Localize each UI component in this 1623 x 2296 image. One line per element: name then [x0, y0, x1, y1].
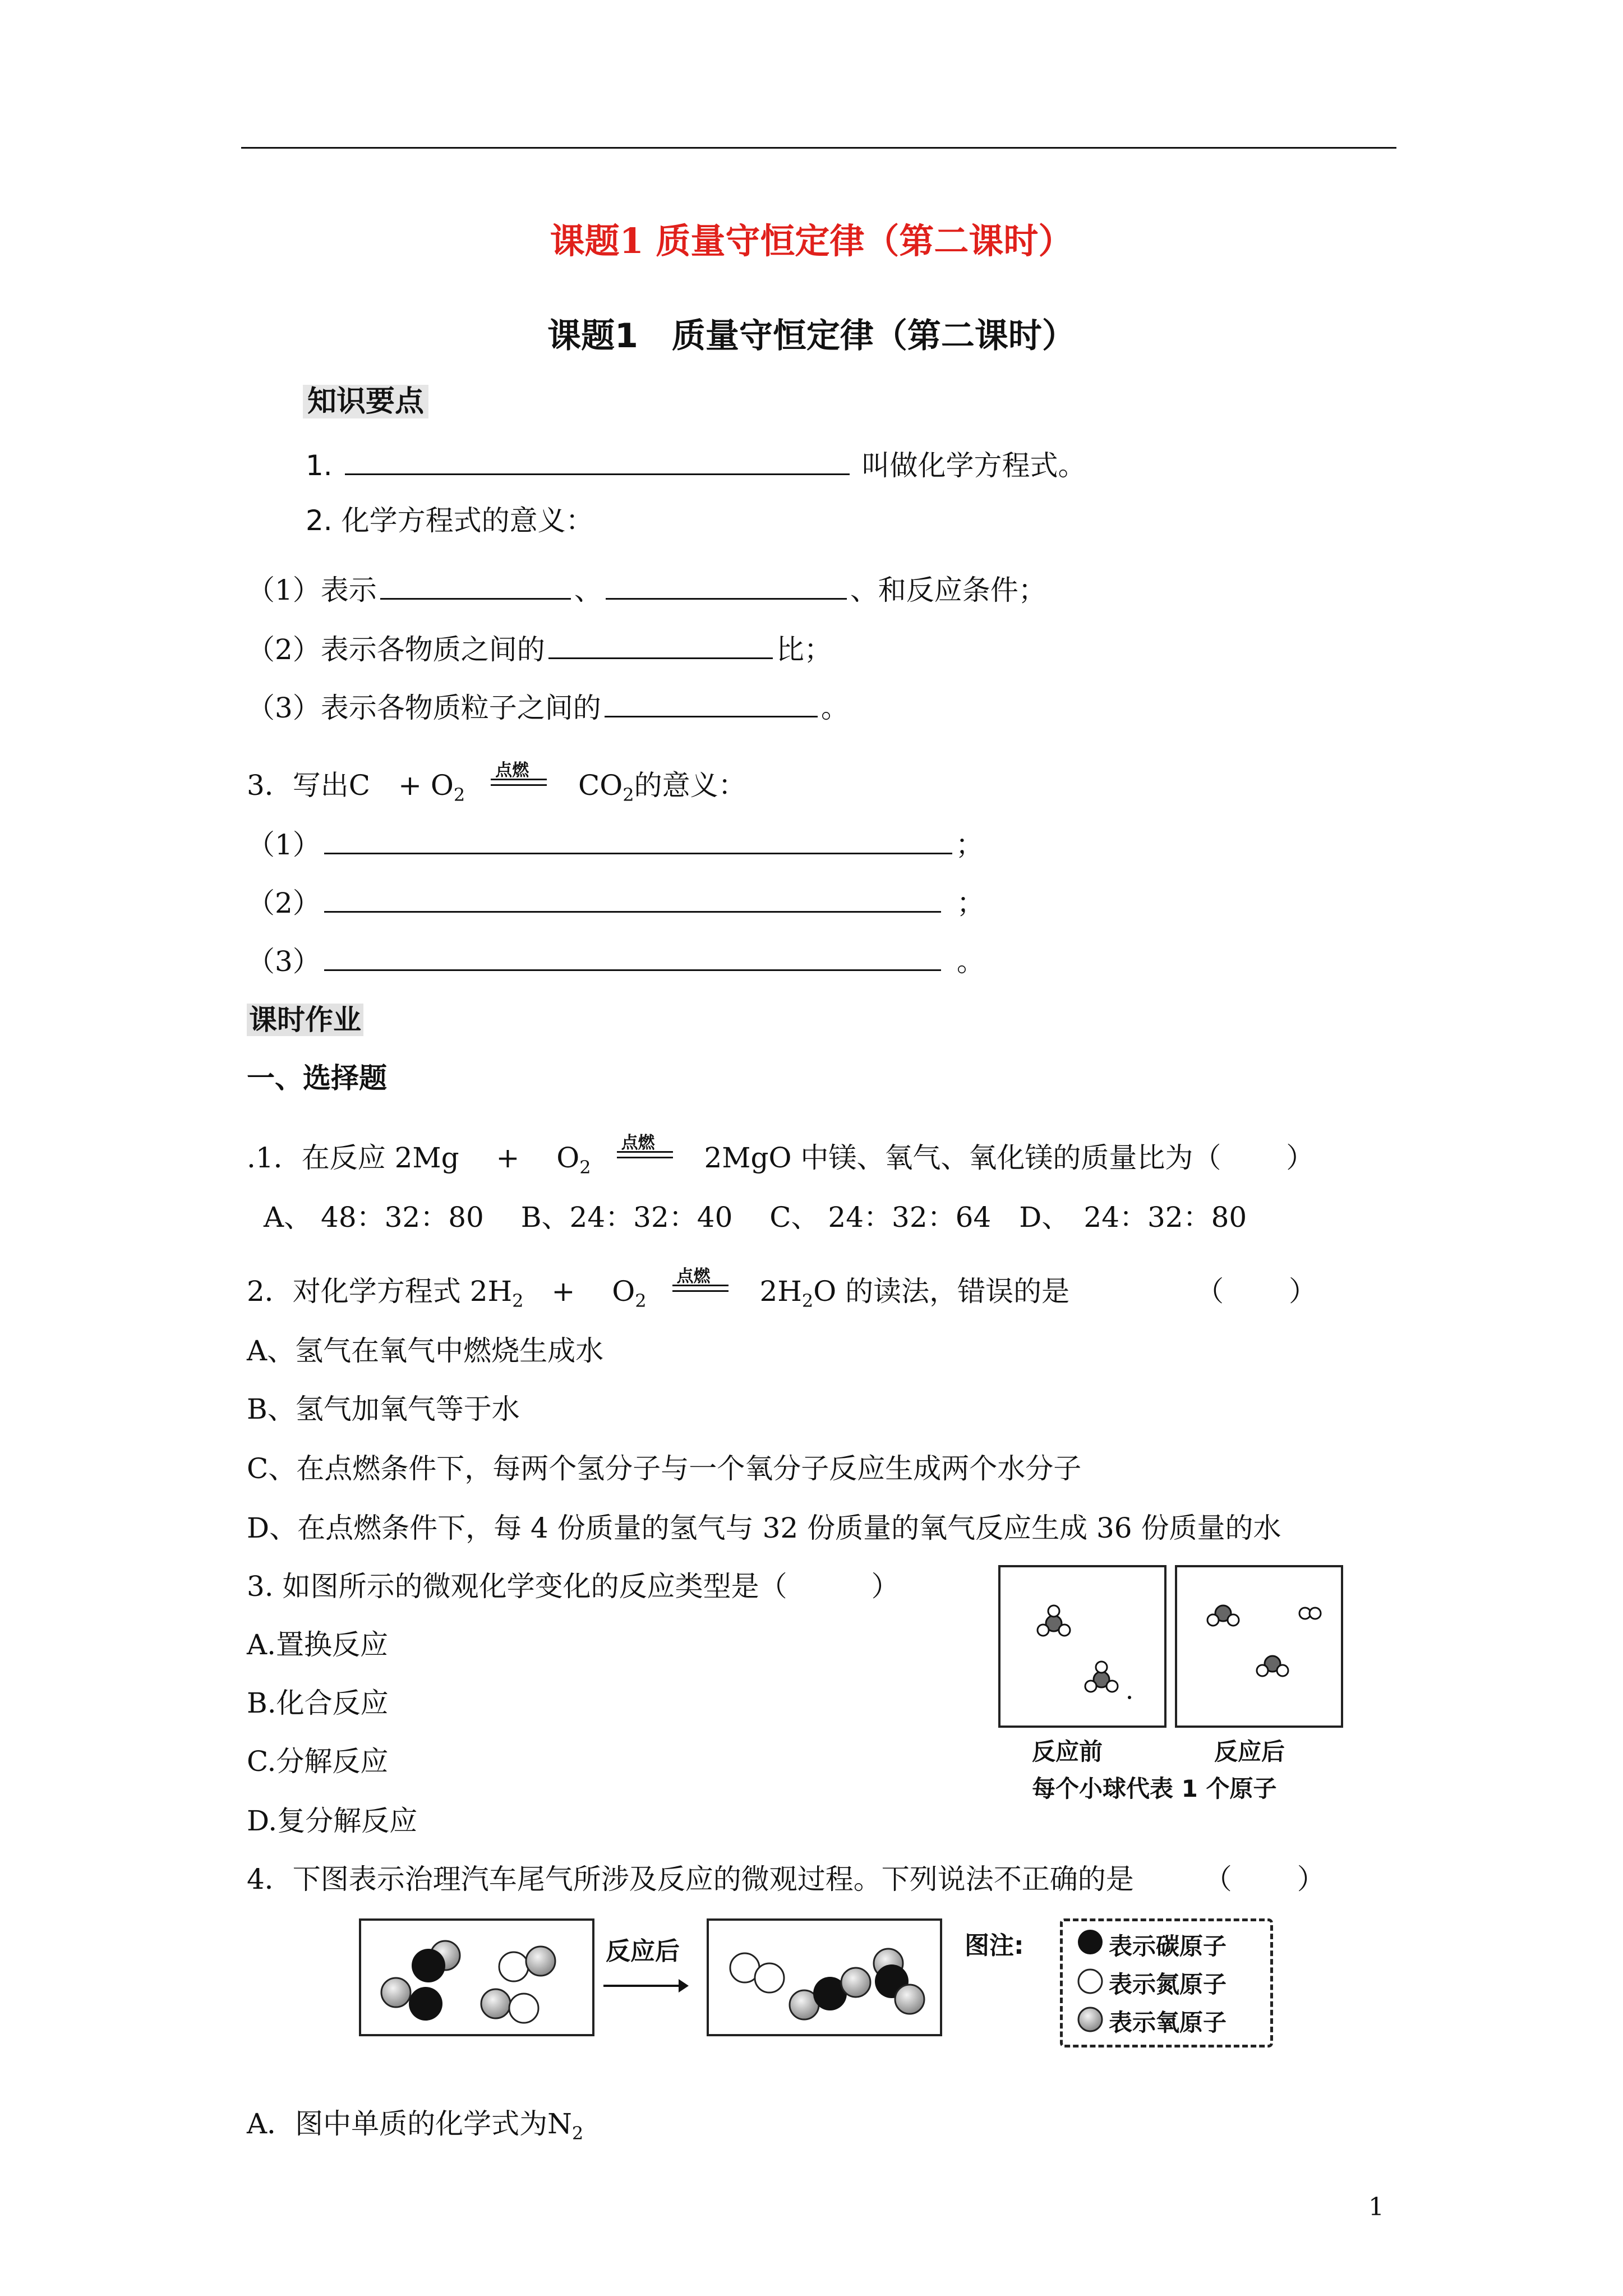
equation-meaning-question — [247, 761, 746, 806]
product-panel — [707, 1918, 942, 2036]
subscript: 2 — [801, 1290, 814, 1312]
answer-line-3 — [247, 945, 985, 978]
knowledge-item-1 — [306, 449, 1086, 482]
blank — [324, 886, 941, 913]
subscript: 2 — [512, 1290, 524, 1312]
knowledge-heading: 知识要点 — [303, 385, 428, 418]
label: 课时作业 — [247, 1004, 363, 1036]
label: O 的读法，错误的是 （ ） — [813, 1275, 1317, 1308]
before-label: 反应前 — [1032, 1738, 1103, 1765]
label: （2）表示各物质之间的 — [247, 633, 545, 666]
legend-nitrogen: 表示氮原子 — [1109, 1971, 1227, 1998]
label: 2．对化学方程式 2H — [247, 1275, 513, 1308]
label: 2H — [759, 1275, 802, 1308]
label: + O — [523, 1275, 635, 1308]
question-3-option-c: C.分解反应 — [247, 1745, 389, 1778]
carbon-atom-icon — [1076, 1928, 1104, 1956]
blank — [324, 945, 941, 971]
subscript: 2 — [453, 784, 465, 806]
label: CO — [578, 769, 623, 802]
blank — [606, 573, 847, 600]
label: 3．写出C + O — [247, 769, 454, 802]
label: （3） — [247, 945, 321, 978]
reaction-arrow-icon — [617, 1133, 679, 1177]
blank — [324, 828, 952, 854]
question-1 — [247, 1133, 1315, 1178]
answer-line-2 — [247, 886, 985, 920]
legend-oxygen: 表示氧原子 — [1109, 2009, 1227, 2036]
reaction-arrow-label: 反应后 — [606, 1937, 680, 1966]
exhaust-figure — [359, 1918, 1279, 2053]
condition-label: 点燃 — [676, 1267, 711, 1286]
blank — [605, 691, 818, 717]
label: 。 — [956, 945, 985, 978]
blank — [345, 449, 850, 475]
question-3-option-b: B.化合反应 — [247, 1687, 389, 1719]
item1-num: 1. — [306, 449, 333, 482]
condition-label: 点燃 — [495, 761, 529, 780]
header-rule — [241, 147, 1396, 149]
question-4: 4．下图表示治理汽车尾气所涉及反应的微观过程。下列说法不正确的是 （ ） — [247, 1863, 1325, 1895]
question-2-option-b: B、氢气加氧气等于水 — [247, 1393, 520, 1425]
label: 。 — [820, 692, 849, 724]
answer-line-1 — [247, 828, 984, 862]
page-number: 1 — [1368, 2193, 1384, 2221]
figure-caption: 每个小球代表 1 个原子 — [1032, 1775, 1277, 1802]
question-3: 3. 如图所示的微观化学变化的反应类型是（ ） — [247, 1570, 900, 1603]
oxygen-atom-icon — [1076, 2005, 1104, 2033]
label: 的意义： — [634, 769, 746, 802]
question-2-option-c: C、在点燃条件下，每两个氢分子与一个氧分子反应生成两个水分子 — [247, 1452, 1082, 1485]
label: 、 — [574, 574, 602, 606]
subscript: 2 — [623, 784, 634, 806]
label: .1．在反应 2Mg + O — [247, 1142, 580, 1174]
question-2-option-a: A、氢气在氧气中燃烧生成水 — [247, 1335, 604, 1367]
legend-carbon: 表示碳原子 — [1109, 1932, 1227, 1960]
molecule-icon — [1000, 1567, 1164, 1726]
molecule-icon — [361, 1921, 592, 2034]
label: （1）表示 — [247, 574, 377, 606]
legend-box — [1060, 1918, 1273, 2047]
before-panel — [998, 1565, 1166, 1728]
subscript: 2 — [571, 2123, 584, 2144]
section-heading: 一、选择题 — [247, 1062, 387, 1094]
label: A．图中单质的化学式为N — [247, 2108, 572, 2140]
reaction-figure — [998, 1565, 1357, 1812]
reactant-panel — [359, 1918, 594, 2036]
label: 2MgO 中镁、氧气、氧化镁的质量比为（ ） — [704, 1142, 1315, 1174]
meaning-line-2 — [247, 633, 832, 666]
label: ； — [955, 829, 984, 861]
blank — [380, 573, 571, 600]
meaning-line-1 — [247, 573, 1046, 607]
label: ； — [956, 887, 985, 919]
legend-title: 图注: — [965, 1931, 1024, 1960]
question-2-option-d: D、在点燃条件下，每 4 份质量的氢气与 32 份质量的氧气反应生成 36 份质量的水 — [247, 1512, 1281, 1544]
question-4-option-a — [247, 2107, 584, 2144]
arrow-icon — [600, 1975, 690, 1997]
condition-label: 点燃 — [621, 1133, 655, 1153]
label: 比； — [776, 633, 832, 666]
page-title: 课题1 质量守恒定律（第二课时） — [550, 220, 1073, 261]
question-3-option-d: D.复分解反应 — [247, 1805, 418, 1837]
molecule-icon — [709, 1921, 940, 2034]
label: （2） — [247, 887, 321, 919]
after-panel — [1175, 1565, 1343, 1728]
subscript: 2 — [579, 1157, 591, 1178]
question-1-options: A、 48：32：80 B、24：32：40 C、 24：32：64 D、 24：32：80 — [264, 1201, 1247, 1234]
label: 、和反应条件； — [850, 574, 1046, 606]
reaction-arrow-icon — [672, 1267, 734, 1310]
page-subtitle: 课题1 质量守恒定律（第二课时） — [547, 316, 1076, 356]
molecule-icon — [1177, 1567, 1341, 1726]
label: （3）表示各物质粒子之间的 — [247, 692, 601, 724]
after-label: 反应后 — [1214, 1738, 1285, 1765]
label: （1） — [247, 829, 321, 861]
item1-text: 叫做化学方程式。 — [861, 449, 1086, 482]
meaning-line-3 — [247, 691, 849, 725]
nitrogen-atom-icon — [1076, 1967, 1104, 1995]
question-2 — [247, 1267, 1317, 1312]
question-3-option-a: A.置换反应 — [247, 1628, 389, 1661]
homework-heading — [247, 1003, 363, 1037]
blank — [548, 633, 773, 659]
subscript: 2 — [635, 1290, 647, 1312]
knowledge-item-2: 2. 化学方程式的意义： — [306, 504, 594, 537]
reaction-arrow-icon — [491, 761, 552, 804]
